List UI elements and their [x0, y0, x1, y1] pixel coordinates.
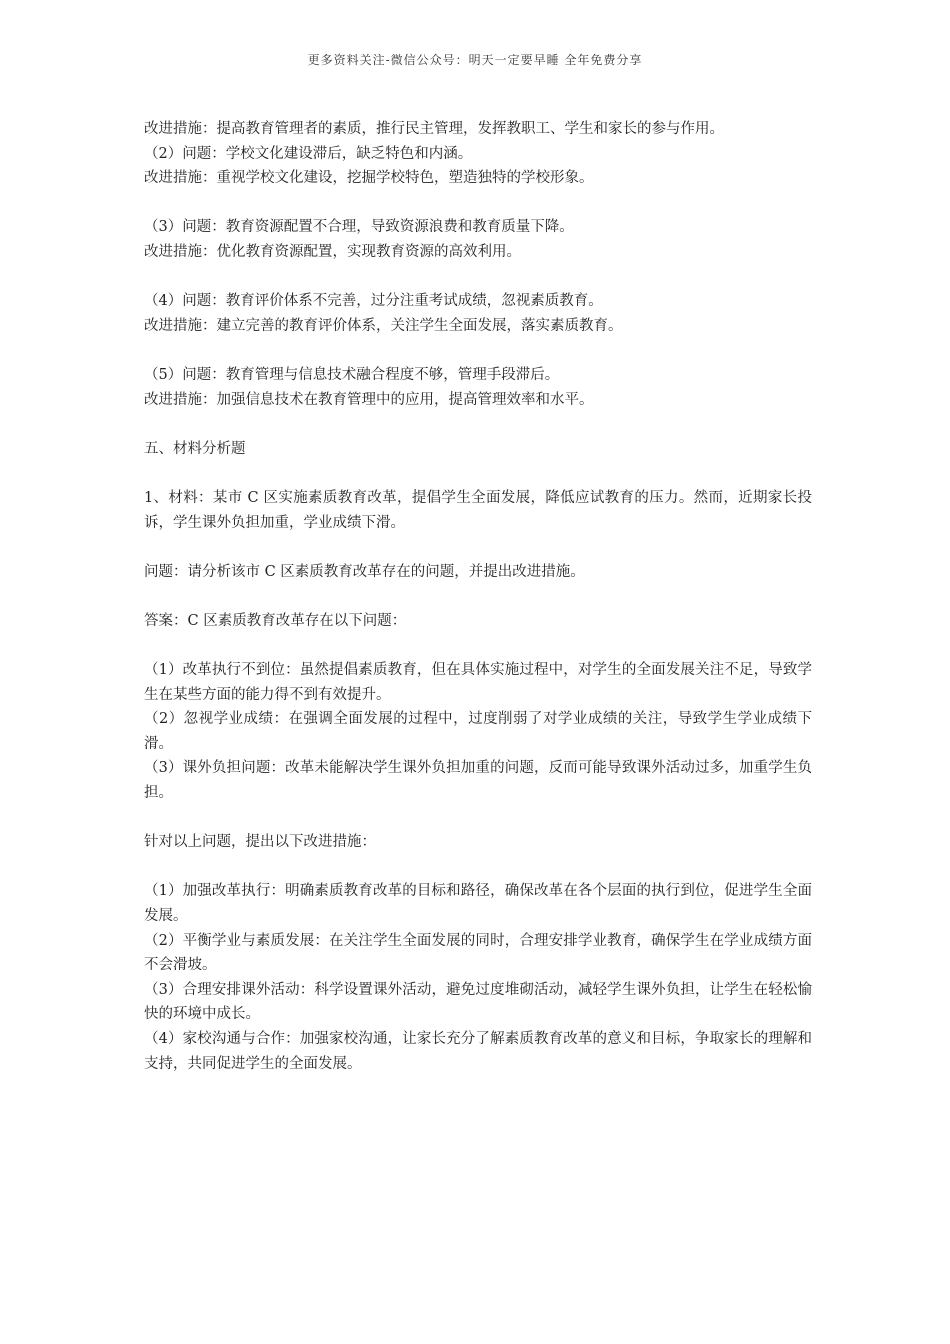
spacer: [144, 191, 812, 216]
problem-line-4: （4）问题：教育评价体系不完善，过分注重考试成绩，忽视素质教育。: [144, 293, 603, 310]
measure-item-3: （3）合理安排课外活动：科学设置课外活动，避免过度堆砌活动，减轻学生课外负担，让学生在轻松愉快的环境中成长。: [144, 981, 812, 1023]
section-title: 五、材料分析题: [144, 440, 246, 457]
spacer: [144, 412, 812, 437]
spacer: [144, 633, 812, 658]
spacer: [144, 806, 812, 831]
measure-line-5: 改进措施：加强信息技术在教育管理中的应用，提高管理效率和水平。: [144, 391, 594, 408]
measure-line-4: 改进措施：建立完善的教育评价体系，关注学生全面发展，落实素质教育。: [144, 317, 623, 334]
measure-line-2: 改进措施：重视学校文化建设，挖掘学校特色，塑造独特的学校形象。: [144, 170, 594, 187]
problem-item-1: （1）改革执行不到位：虽然提倡素质教育，但在具体实施过程中，对学生的全面发展关注不足，导致学生在某些方面的能力得不到有效提升。: [144, 662, 812, 703]
spacer: [144, 338, 812, 363]
spacer: [144, 855, 812, 880]
problem-line-5: （5）问题：教育管理与信息技术融合程度不够，管理手段滞后。: [144, 366, 560, 383]
problem-line-3: （3）问题：教育资源配置不合理，导致资源浪费和教育质量下降。: [144, 219, 574, 236]
document-body: [144, 117, 812, 1076]
measure-item-4: （4）家校沟通与合作：加强家校沟通，让家长充分了解素质教育改革的意义和目标，争取家长的理解和支持，共同促进学生的全面发展。: [144, 1030, 812, 1072]
answer-intro: 答案：C 区素质教育改革存在以下问题：: [144, 612, 407, 629]
problem-item-2: （2）忽视学业成绩：在强调全面发展的过程中，过度削弱了对学业成绩的关注，导致学生学业成绩下滑。: [144, 711, 812, 752]
measure-line-3: 改进措施：优化教育资源配置，实现教育资源的高效利用。: [144, 243, 521, 260]
measure-item-2: （2）平衡学业与素质发展：在关注学生全面发展的同时，合理安排学业教育，确保学生在学业成绩方面不会滑坡。: [144, 932, 812, 974]
page-header-banner: 更多资料关注-微信公众号：明天一定要早睡 全年免费分享: [307, 53, 643, 67]
measures-intro: 针对以上问题，提出以下改进措施：: [144, 834, 376, 851]
material-paragraph: 1、材料：某市 C 区实施素质教育改革，提倡学生全面发展，降低应试教育的压力。然而，近期家长投诉，学生课外负担加重，学业成绩下滑。: [144, 489, 812, 531]
measure-line-1: 改进措施：提高教育管理者的素质，推行民主管理，发挥教职工、学生和家长的参与作用。: [144, 121, 724, 137]
question-paragraph: 问题：请分析该市 C 区素质教育改革存在的问题，并提出改进措施。: [144, 563, 585, 580]
spacer: [144, 265, 812, 290]
problem-line-2: （2）问题：学校文化建设滞后，缺乏特色和内涵。: [144, 145, 473, 162]
spacer: [144, 584, 812, 609]
spacer: [144, 461, 812, 486]
problem-item-3: （3）课外负担问题：改革未能解决学生课外负担加重的问题，反而可能导致课外活动过多，加重学生负担。: [144, 760, 812, 802]
spacer: [144, 535, 812, 560]
measure-item-1: （1）加强改革执行：明确素质教育改革的目标和路径，确保改革在各个层面的执行到位，促进学生全面发展。: [144, 883, 812, 924]
